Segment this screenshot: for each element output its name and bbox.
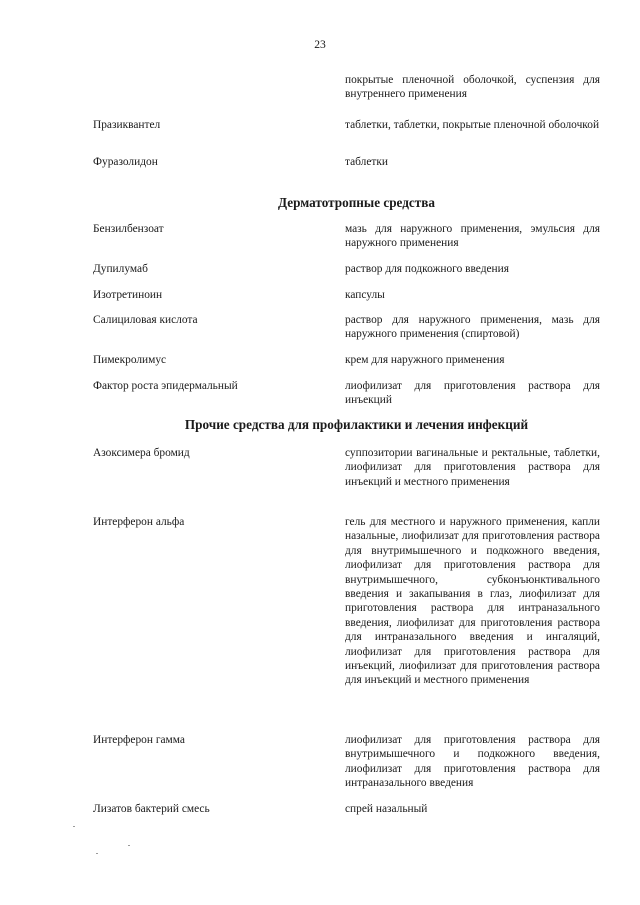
dosage-form: спрей назальный [345, 803, 428, 815]
drug-row [93, 379, 600, 417]
drug-name: Фуразолидон [93, 156, 158, 168]
drug-name: Интерферон альфа [93, 516, 185, 528]
drug-row [93, 118, 600, 155]
dosage-form: суппозитории вагинальные и ректальные, таблетки, лиофилизат для приготовления раствора для инъекций и местного применения [345, 447, 600, 488]
drug-name: Лизатов бактерий смесь [93, 803, 210, 815]
drug-name: Азоксимера бромид [93, 447, 190, 459]
dosage-form: таблетки [345, 156, 389, 168]
drug-row [93, 313, 600, 353]
drug-row [93, 262, 600, 288]
section-heading: Прочие средства для профилактики и лечения инфекций [184, 417, 529, 432]
dosage-form: мазь для наружного применения, эмульсия для наружного применения [345, 223, 600, 250]
page-number: 23 [314, 38, 326, 51]
dosage-form: лиофилизат для приготовления раствора для инъекций [345, 380, 600, 407]
drug-name: Салициловая кислота [93, 314, 198, 326]
drug-row [93, 222, 600, 262]
scan-speck [96, 853, 98, 854]
drug-name [93, 73, 345, 118]
drug-row [93, 353, 600, 379]
dosage-form: лиофилизат для приготовления раствора для внутримышечного и подкожного введения, лиофилизат для приготовления раствора для интраназального введения [345, 734, 600, 790]
dosage-form: раствор для наружного применения, мазь для наружного применения (спиртовой) [345, 314, 600, 341]
dosage-form: покрытые пленочной оболочкой, суспензия для внутреннего применения [345, 74, 600, 101]
dosage-form: таблетки, таблетки, покрытые пленочной оболочкой [345, 119, 600, 131]
dosage-form: раствор для подкожного введения [345, 263, 509, 275]
drug-row [93, 73, 600, 118]
drug-row [93, 515, 600, 733]
drug-name: Празиквантел [93, 119, 161, 131]
drug-list [93, 73, 600, 822]
drug-row [93, 802, 600, 822]
drug-name: Фактор роста эпидермальный [93, 380, 238, 392]
scan-speck [128, 845, 130, 846]
scan-speck [73, 826, 75, 827]
drug-row [93, 733, 600, 802]
drug-row [93, 446, 600, 515]
drug-name: Изотретиноин [93, 289, 163, 301]
drug-name: Бензилбензоат [93, 223, 164, 235]
drug-name: Интерферон гамма [93, 734, 185, 746]
drug-name: Дупилумаб [93, 263, 148, 275]
dosage-form: крем для наружного применения [345, 354, 505, 366]
section-heading: Дерматотропные средства [278, 195, 435, 210]
dosage-form: капсулы [345, 289, 385, 301]
drug-row [93, 155, 600, 195]
drug-name: Пимекролимус [93, 354, 167, 366]
dosage-form: гель для местного и наружного применения, капли назальные, лиофилизат для приготовления раствора для внутримышечного и подкожного введения, лиофилизат для приготовления раствора для внутримышечного, субконъюнктивального введения и закапывания в глаз, лиофилизат для приготовления раствора для интраназального введения, лиофилизат для приготовления раствора для интраназального введения и ингаляций, лиофилизат для приготовления раствора для инъекций, лиофилизат для приготовления раствора для инъекций и местного применения [345, 516, 600, 687]
drug-row [93, 288, 600, 313]
